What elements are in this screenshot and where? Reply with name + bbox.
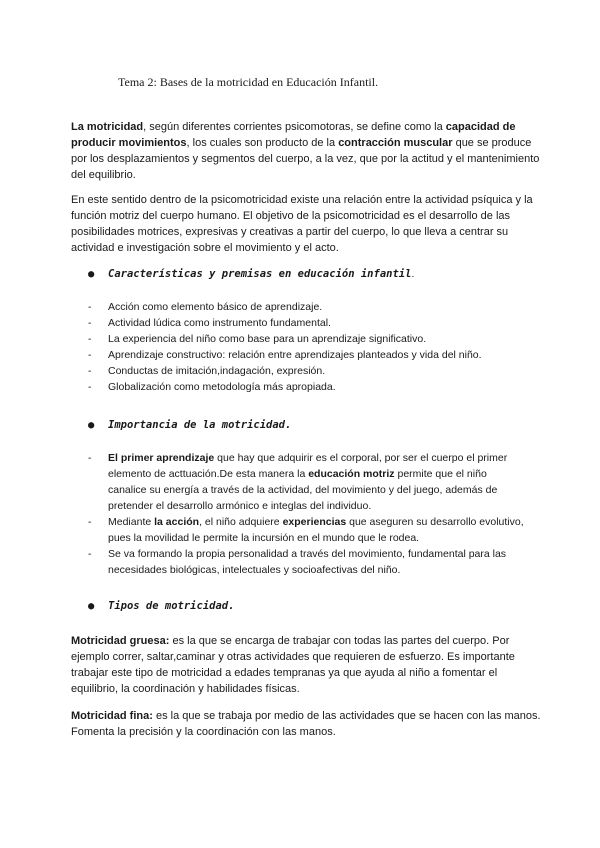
intro-bold-2: capacidad de producir movimientos (71, 121, 516, 149)
intro-text-1: , según diferentes corrientes psicomotoras, se define como la (143, 121, 446, 133)
motricidad-gruesa-label: Motricidad gruesa: (71, 635, 170, 647)
list-item-text: Mediante (108, 516, 155, 528)
motricidad-gruesa-paragraph (71, 633, 541, 697)
section-heading-period: . (411, 268, 415, 280)
list-item (88, 450, 528, 514)
motricidad-gruesa-text: es la que se encarga de trabajar con todas las partes del cuerpo. Por ejemplo correr, saltar,caminar y otras actividades que requieren de esfuerzo. Es importante trabajar este tipo de motricidad a edades tempranas ya que ayuda al niño a fomentar el equilibrio, la coordinación y habilidades físicas. (71, 635, 515, 695)
intro-text-2: , los cuales son producto de la (186, 137, 339, 149)
caracteristicas-list (88, 299, 528, 395)
list-item-bold: experiencias (282, 516, 347, 528)
list-item: - Se va formando la propia personalidad a través del movimiento, fundamental para las necesidades biológicas, intelectuales y socioafectivas del niño. (88, 546, 528, 578)
list-item (88, 514, 528, 546)
intro-bold-3: contracción muscular (338, 137, 453, 149)
intro-paragraph (71, 119, 541, 183)
list-item-bold: educación motriz (308, 468, 395, 480)
motricidad-fina-text: es la que se trabaja por medio de las actividades que se hacen con las manos. Fomenta la precisión y la coordinación con las manos. (71, 710, 541, 738)
intro-bold-1: La motricidad (71, 121, 144, 133)
motricidad-fina-label: Motricidad fina: (71, 710, 153, 722)
bullet-icon: ● (88, 600, 95, 612)
section-heading-caracteristicas (88, 268, 414, 280)
importancia-list (88, 450, 528, 578)
list-item: - Aprendizaje constructivo: relación entre aprendizajes planteados y vida del niño. (88, 347, 528, 363)
section-heading-importancia (88, 419, 291, 431)
section-heading-text: Tipos de motricidad. (108, 600, 235, 612)
list-item-bold: la acción (154, 516, 200, 528)
list-item: - Conductas de imitación,indagación, expresión. (88, 363, 528, 379)
section-heading-text: Importancia de la motricidad. (108, 419, 292, 431)
section-heading-tipos (88, 600, 234, 612)
psicomotricidad-paragraph: En este sentido dentro de la psicomotricidad existe una relación entre la actividad psíquica y la función motriz del cuerpo humano. El objetivo de la psicomotricidad es el desarrollo de las posibilidades motrices, expresivas y creativas a partir del cuerpo, lo que lleva a centrar su actividad e investigación sobre el movimiento y el acto. (71, 194, 533, 254)
motricidad-fina-paragraph (71, 708, 541, 740)
list-item-text: que hay que adquirir es el corporal, por ser el cuerpo el primer elemento de acttuación.De esta manera la (108, 452, 508, 480)
bullet-icon: ● (88, 419, 95, 431)
intro-text-3: que se produce por los desplazamientos y segmentos del cuerpo, a la vez, que por la actitud y el mantenimiento del equilibrio. (71, 137, 540, 181)
list-item-bold: El primer aprendizaje (108, 452, 215, 464)
list-item: - La experiencia del niño como base para un aprendizaje significativo. (88, 331, 528, 347)
list-item-text: permite que el niño canalice su energía a través de la actividad, del movimiento y del juego, además de pretender el desarrollo armónico e integlas del individuo. (108, 468, 498, 512)
list-item: - Acción como elemento básico de aprendizaje. (88, 299, 528, 315)
list-item: - Actividad lúdica como instrumento fundamental. (88, 315, 528, 331)
list-item: - Globalización como metodología más apropiada. (88, 379, 528, 395)
list-item-text: que aseguren su desarrollo evolutivo, pues la movilidad le permite la incursión en el mundo que le rodea. (108, 516, 524, 544)
document-title: Tema 2: Bases de la motricidad en Educación Infantil. (118, 75, 379, 89)
list-item-text: , el niño adquiere (199, 516, 283, 528)
section-heading-text: Características y premisas en educación infantil (108, 268, 412, 280)
bullet-icon: ● (88, 268, 95, 280)
